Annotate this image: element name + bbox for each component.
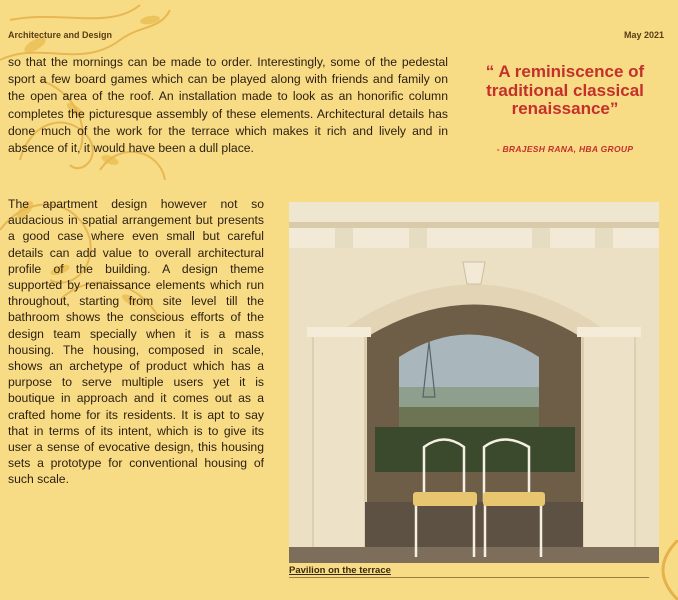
corner-ornament <box>638 540 678 600</box>
caption-rule <box>289 577 649 578</box>
quote-attribution: - BRAJESH RANA, HBA GROUP <box>496 144 634 154</box>
pull-quote: “ A reminiscence of traditional classical renaissance” <box>485 62 645 118</box>
pavilion-photo <box>289 202 659 563</box>
figure-caption: Pavilion on the terrace <box>289 565 391 576</box>
body-paragraph: The apartment design however not so audacious in spatial arrangement but presents a good case where even small but careful details can add value to overall architectural profile of the building. A design theme supported by renaissance elements which run throughout, starting from site level till the bathroom shows the conscious efforts of the design team specially when it is a mass housing. The housing, composed in scale, shows an archetype of product which has a purpose to serve multiple users yet it is boutique in approach and it comes out as a crafted home for its residents. It is apt to say that in terms of its intent, which is to give its user a sense of evocative design, this housing sets a prototype for conventional housing of such scale. <box>8 197 264 487</box>
intro-paragraph: so that the mornings can be made to order. Interestingly, some of the pedestal sport a few board games which can be played along with friends and family on the open area of the roof. An installation made to look as an honorific column completes the picturesque assembly of these elements. Architectural details has done much of the work for the terrace which makes it rich and lively and in absence of it, it would have been a dull place. <box>8 55 448 156</box>
issue-date: May 2021 <box>623 30 664 40</box>
section-title: Architecture and Design <box>8 30 113 40</box>
